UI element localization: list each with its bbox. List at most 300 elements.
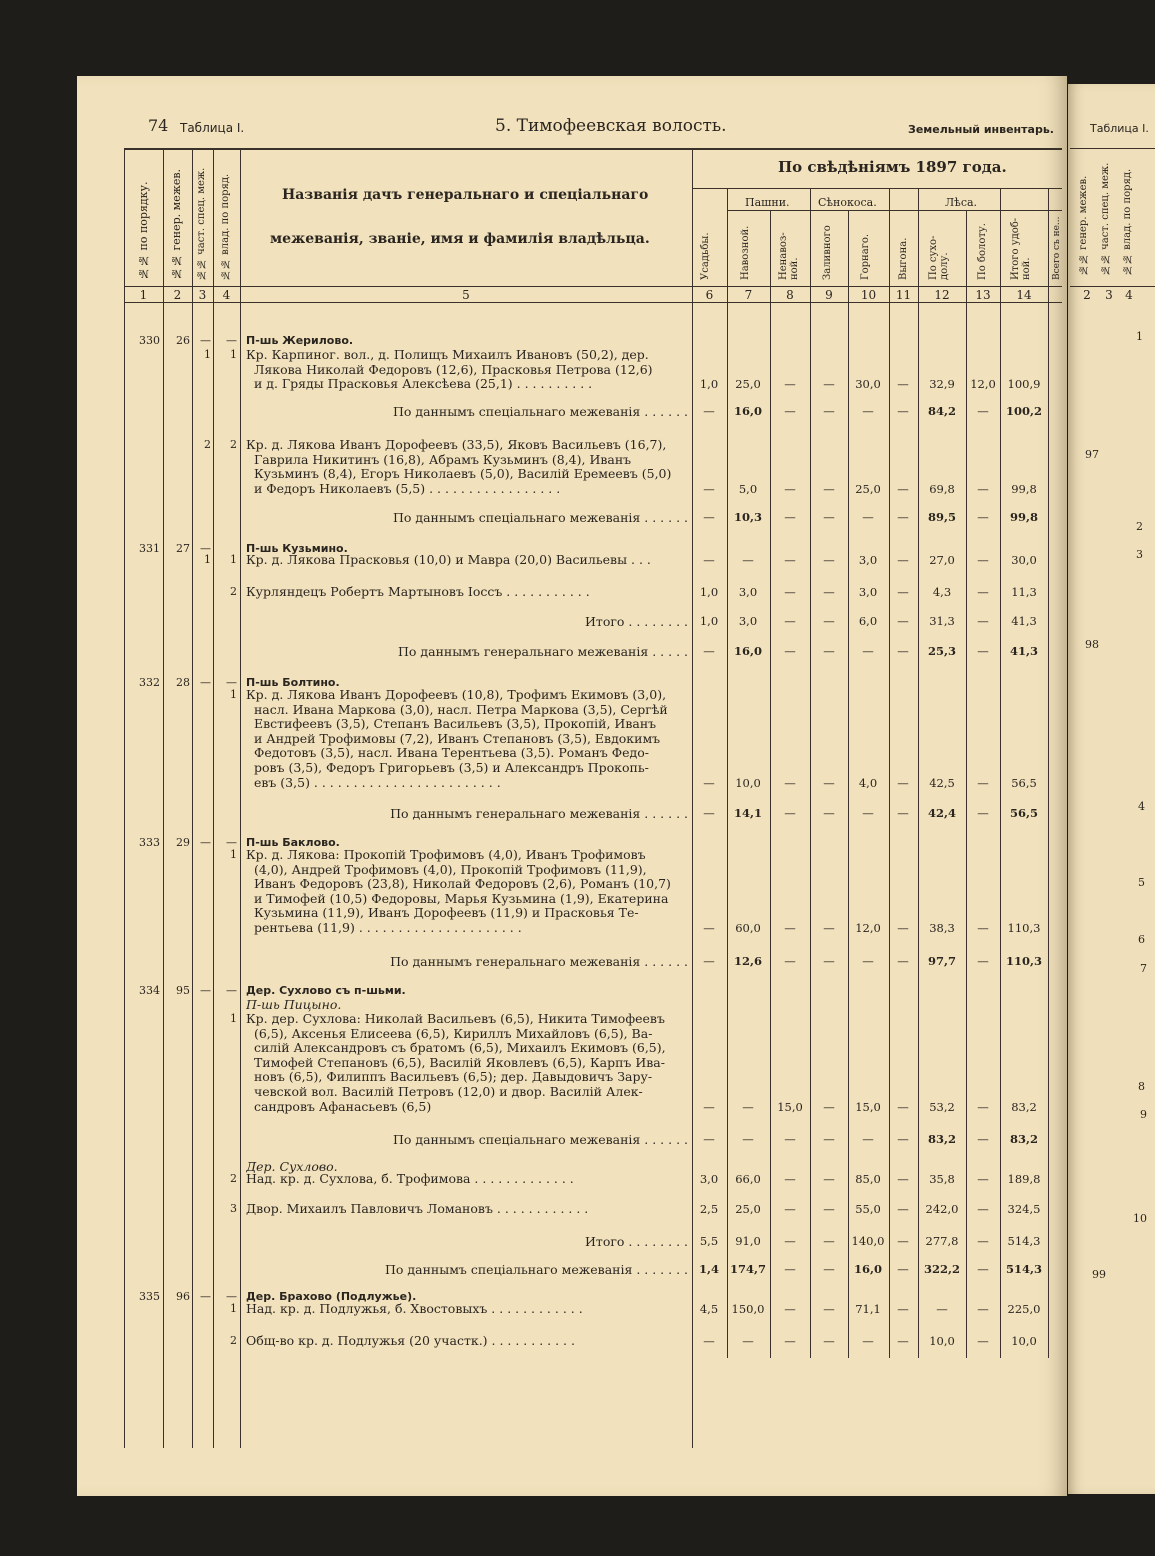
next-col-header-3: №№ част. спец. меж.	[1100, 162, 1111, 275]
value-cell: 10,0	[929, 1334, 955, 1348]
value-cell: —	[897, 644, 909, 658]
value-cell: —	[862, 1132, 874, 1146]
value-cell: 27,0	[929, 553, 955, 567]
value-cell: 69,8	[929, 481, 955, 496]
value-cell: 32,9	[929, 377, 955, 392]
owner-description: Курляндецъ Робертъ Мартыновъ Іоссъ . . . . . . . . . . .	[246, 585, 590, 599]
value-cell: —	[977, 1302, 989, 1316]
next-col-number: 2	[1083, 288, 1091, 302]
summary-label: По даннымъ генеральнаго межеванія . . . . . .	[390, 954, 688, 969]
value-cell: —	[897, 553, 909, 567]
summary-label: Итого . . . . . . . .	[585, 614, 688, 629]
value-cell: 91,0	[735, 1234, 761, 1248]
spec-no: —	[200, 542, 211, 555]
summary-label: По даннымъ спеціальнаго межеванія . . . . . .	[392, 1132, 688, 1147]
value-cell: 12,0	[855, 921, 881, 935]
next-fragment: 3	[1136, 548, 1143, 561]
value-cell: —	[977, 614, 989, 628]
col-line	[240, 148, 241, 1448]
value-cell: —	[784, 806, 796, 820]
value-cell: —	[897, 1334, 909, 1348]
value-cell: 41,3	[1009, 644, 1038, 658]
col-header-5-line1: Названія дачъ генеральнаго и спеціальнаго	[282, 187, 649, 203]
value-cell: —	[703, 1099, 715, 1114]
spec-no: —	[200, 984, 211, 997]
value-cell: 25,0	[735, 1202, 761, 1216]
value-cell: 25,0	[855, 481, 881, 496]
col-number: 3	[198, 288, 207, 302]
value-cell: —	[977, 1262, 989, 1276]
gen-no: 28	[176, 676, 190, 689]
value-cell: 71,1	[855, 1302, 881, 1316]
summary-label: По даннымъ спеціальнаго межеванія . . . . . .	[392, 404, 688, 419]
value-cell: —	[703, 1132, 715, 1146]
value-cell: —	[897, 775, 909, 790]
owner-no: 2	[230, 1172, 237, 1185]
value-cell: —	[784, 510, 796, 524]
value-cell: —	[977, 1172, 989, 1186]
value-cell: —	[742, 1334, 754, 1348]
gen-no: 27	[176, 542, 190, 555]
value-cell: 514,3	[1005, 1262, 1042, 1276]
col-header-13: По болоту.	[977, 223, 988, 280]
spec-no: 1	[204, 348, 211, 361]
value-cell: 11,3	[1011, 585, 1037, 599]
value-cell: —	[703, 644, 715, 658]
value-cell: —	[784, 1262, 796, 1276]
value-cell: 322,2	[923, 1262, 960, 1276]
owner-description: Кр. д. Лякова Прасковья (10,0) и Мавра (20,0) Васильевы . . .	[246, 553, 651, 567]
row-no: 335	[139, 1290, 160, 1303]
value-cell: 84,2	[927, 404, 956, 418]
value-cell: —	[823, 806, 835, 820]
value-cell: 83,2	[927, 1132, 956, 1146]
owner-no: 1	[230, 1012, 237, 1025]
value-cell: —	[977, 775, 989, 790]
value-cell: 110,3	[1005, 954, 1042, 968]
value-cell: —	[897, 921, 909, 935]
value-cell: —	[897, 954, 909, 968]
value-cell: —	[823, 644, 835, 658]
value-cell: —	[897, 404, 909, 418]
spec-no: 2	[204, 438, 211, 451]
table-label: Таблица I.	[180, 121, 245, 135]
owner-no: —	[226, 1290, 237, 1303]
col-header-10: Горнаго.	[860, 233, 871, 280]
owner-no: —	[226, 984, 237, 997]
value-cell: 1,0	[699, 585, 719, 599]
value-cell: —	[703, 553, 715, 567]
value-cell: —	[977, 481, 989, 496]
value-cell: 83,2	[1009, 1132, 1038, 1146]
value-cell: —	[977, 644, 989, 658]
value-cell: 15,0	[777, 1099, 803, 1114]
value-cell: 89,5	[927, 510, 956, 524]
row-no: 334	[139, 984, 160, 997]
next-fragment: 4	[1138, 800, 1145, 813]
owner-no: —	[226, 836, 237, 849]
value-cell: 16,0	[733, 644, 762, 658]
next-fragment: 9	[1140, 1108, 1147, 1121]
value-cell: 3,0	[699, 1172, 719, 1186]
spec-no: —	[200, 1290, 211, 1303]
value-cell: —	[784, 614, 796, 628]
owner-description: Двор. Михаилъ Павловичъ Ломановъ . . . . . . . . . . . .	[246, 1202, 589, 1216]
next-fragment: 8	[1138, 1080, 1145, 1093]
next-page-rule	[1070, 148, 1155, 149]
value-cell: 174,7	[729, 1262, 766, 1276]
owner-description: Кр. д. Лякова: Прокопій Трофимовъ (4,0), Иванъ Трофимовъ (4,0), Андрей Трофимовъ (4,0), Прокопій Трофимовъ (11,9), Иванъ Федоровъ (23,8), Николай Федоровъ (2,6), Романъ (10,7) и Тимофей (10,5) Федоровы, Марья Кузьмина (1,9), Екатерина Кузьмина (11,9), Иванъ Дорофеевъ (11,9) и Прасковья Те- рентьева (11,9) . . . . . . . . . . . . . . . . . . . . .	[246, 848, 671, 935]
value-cell: 83,2	[1011, 1099, 1037, 1114]
value-cell: 4,3	[932, 585, 952, 599]
value-cell: —	[823, 553, 835, 567]
value-cell: 99,8	[1011, 481, 1037, 496]
value-cell: 42,5	[929, 775, 955, 790]
col-header-7: Навозной.	[740, 225, 751, 280]
col-header-15: Всего съ не...	[1052, 216, 1062, 280]
value-cell: 25,0	[735, 377, 761, 392]
owner-no: 2	[230, 585, 237, 598]
value-cell: 1,4	[698, 1262, 719, 1276]
next-col-number: 4	[1125, 288, 1133, 302]
value-cell: —	[703, 775, 715, 790]
value-cell: —	[703, 481, 715, 496]
value-cell: 10,3	[733, 510, 762, 524]
summary-label: Итого . . . . . . . .	[585, 1234, 688, 1249]
col-header-1: №№ по порядку.	[137, 181, 150, 280]
group-pashni: Пашни.	[745, 196, 790, 209]
value-cell: 324,5	[1007, 1202, 1041, 1216]
value-cell: —	[784, 1132, 796, 1146]
col-number: 7	[744, 288, 753, 302]
value-cell: —	[897, 377, 909, 392]
group-lesa: Лѣса.	[945, 196, 978, 209]
value-cell: 38,3	[929, 921, 955, 935]
next-fragment: 98	[1085, 638, 1099, 651]
summary-label: По даннымъ генеральнаго межеванія . . . . . .	[390, 806, 688, 821]
subgroup-rule	[727, 210, 1062, 211]
col-number: 9	[825, 288, 833, 302]
gen-no: 96	[176, 1290, 190, 1303]
value-cell: 277,8	[925, 1234, 959, 1248]
value-cell: 150,0	[731, 1302, 765, 1316]
value-cell: —	[823, 1262, 835, 1276]
value-cell: —	[703, 921, 715, 935]
next-fragment: 99	[1092, 1268, 1106, 1281]
value-cell: —	[897, 1234, 909, 1248]
value-cell: —	[784, 481, 796, 496]
value-cell: —	[823, 1172, 835, 1186]
col-header-4: №№ влад. по поряд.	[220, 173, 231, 280]
value-cell: 10,0	[735, 775, 761, 790]
gen-no: 29	[176, 836, 190, 849]
owner-description: П-шь Пицыно.	[246, 998, 342, 1012]
next-fragment: 7	[1140, 962, 1147, 975]
col-number: 14	[1016, 288, 1032, 302]
value-cell: 53,2	[929, 1099, 955, 1114]
value-cell: 3,0	[738, 585, 758, 599]
value-cell: —	[784, 775, 796, 790]
value-cell: —	[823, 585, 835, 599]
value-cell: —	[862, 1334, 874, 1348]
value-cell: —	[862, 954, 874, 968]
value-cell: —	[784, 1234, 796, 1248]
value-cell: 3,0	[858, 553, 878, 567]
value-cell: —	[897, 1172, 909, 1186]
value-cell: —	[897, 614, 909, 628]
numbers-bottom-rule	[124, 302, 1062, 303]
estate-title: П-шь Кузьмино.	[246, 542, 348, 555]
owner-description: Общ-во кр. д. Подлужья (20 участк.) . . . . . . . . . . .	[246, 1334, 575, 1348]
value-cell: —	[823, 921, 835, 935]
value-cell: —	[977, 1234, 989, 1248]
estate-title: Дер. Сухлово съ п-шьми.	[246, 984, 406, 997]
value-cell: —	[823, 404, 835, 418]
value-cell: —	[977, 1334, 989, 1348]
value-cell: 25,3	[927, 644, 956, 658]
owner-description: Кр. Карпиног. вол., д. Полищъ Михаилъ Ивановъ (50,2), дер. Лякова Николай Федоровъ (12,6), Прасковья Петрова (12,6) и д. Гряды Прасковья Алексѣева (25,1) . . . . . . . . . .	[246, 348, 653, 392]
value-cell: —	[703, 1334, 715, 1348]
next-col-header-2: №№ генер. межев.	[1078, 175, 1089, 275]
summary-label: По даннымъ генеральнаго межеванія . . . . .	[398, 644, 688, 659]
col-header-6: Усадьбы.	[700, 232, 711, 280]
next-fragment: 1	[1136, 330, 1143, 343]
value-cell: 100,9	[1007, 377, 1041, 392]
value-cell: 5,0	[738, 481, 758, 496]
value-cell: 15,0	[855, 1099, 881, 1114]
value-cell: —	[977, 1132, 989, 1146]
row-no: 330	[139, 334, 160, 347]
col-header-8: Ненавоз-ной.	[778, 232, 800, 280]
col-header-12: По сухо-долу.	[928, 235, 950, 280]
estate-title: П-шь Баклово.	[246, 836, 340, 849]
value-cell: 99,8	[1009, 510, 1038, 524]
header-bottom-rule	[124, 286, 1062, 287]
value-cell: 140,0	[851, 1234, 885, 1248]
next-fragment: 5	[1138, 876, 1145, 889]
value-cell: —	[742, 553, 754, 567]
value-cell: —	[742, 1132, 754, 1146]
group-title: По свѣдѣніямъ 1897 года.	[778, 158, 1007, 176]
col-header-2: №№ генер. межев.	[170, 168, 183, 280]
col-line	[1048, 188, 1049, 1358]
next-fragment: 2	[1136, 520, 1143, 533]
col-number: 1	[139, 288, 148, 302]
value-cell: —	[784, 1202, 796, 1216]
owner-no: 2	[230, 1334, 237, 1347]
col-number: 10	[860, 288, 877, 302]
value-cell: 85,0	[855, 1172, 881, 1186]
value-cell: —	[823, 377, 835, 392]
value-cell: —	[784, 404, 796, 418]
col-header-9: Заливного	[822, 225, 833, 280]
owner-description: Кр. д. Лякова Иванъ Дорофеевъ (10,8), Трофимъ Екимовъ (3,0), насл. Ивана Маркова (3,0), насл. Петра Маркова (3,5), Сергѣй Евстифеевъ (3,5), Степанъ Васильевъ (3,5), Прокопій, Иванъ и Андрей Трофимовы (7,2), Иванъ Степановъ (3,5), Евдокимъ Федотовъ (3,5), насл. Ивана Терентьева (3,5). Романъ Федо- ровъ (3,5), Федоръ Григорьевъ (3,5) и Александръ Прокопь- евъ (3,5) . . . . . . . . . . . . . . . . . . . . . . . .	[246, 688, 668, 790]
col-number: 2	[173, 288, 182, 302]
value-cell: 5,5	[699, 1234, 719, 1248]
value-cell: —	[897, 1132, 909, 1146]
value-cell: —	[784, 644, 796, 658]
value-cell: —	[862, 644, 874, 658]
value-cell: —	[823, 1334, 835, 1348]
owner-no: 1	[230, 688, 237, 701]
col-header-3: №№ част. спец. меж.	[196, 167, 207, 280]
value-cell: —	[823, 1302, 835, 1316]
value-cell: 16,0	[853, 1262, 882, 1276]
value-cell: 189,8	[1007, 1172, 1041, 1186]
next-fragment: 10	[1133, 1212, 1147, 1225]
value-cell: 110,3	[1007, 921, 1041, 935]
value-cell: —	[897, 1202, 909, 1216]
owner-no: 1	[230, 553, 237, 566]
value-cell: 12,6	[733, 954, 762, 968]
col-header-5-line2: межеванія, званіе, имя и фамилія владѣльца.	[270, 231, 650, 247]
value-cell: 14,1	[733, 806, 762, 820]
spec-no: —	[200, 836, 211, 849]
value-cell: 41,3	[1011, 614, 1037, 628]
page-number: 74	[148, 116, 169, 135]
value-cell: 42,4	[927, 806, 956, 820]
row-no: 332	[139, 676, 160, 689]
col-number: 8	[786, 288, 794, 302]
owner-no: 1	[230, 1302, 237, 1315]
spec-no: —	[200, 676, 211, 689]
value-cell: 66,0	[735, 1172, 761, 1186]
value-cell: —	[784, 553, 796, 567]
gen-no: 95	[176, 984, 190, 997]
value-cell: —	[703, 404, 715, 418]
value-cell: 55,0	[855, 1202, 881, 1216]
value-cell: —	[703, 510, 715, 524]
value-cell: —	[897, 510, 909, 524]
value-cell: —	[784, 1302, 796, 1316]
owner-no: 2	[230, 438, 237, 451]
col-number: 13	[975, 288, 991, 302]
value-cell: 30,0	[855, 377, 881, 392]
spec-no: —	[200, 334, 211, 347]
value-cell: —	[977, 404, 989, 418]
value-cell: 60,0	[735, 921, 761, 935]
owner-no: —	[226, 676, 237, 689]
value-cell: —	[977, 510, 989, 524]
row-no: 331	[139, 542, 160, 555]
value-cell: —	[742, 1099, 754, 1114]
value-cell: —	[703, 954, 715, 968]
spec-no: 1	[204, 553, 211, 566]
owner-description: Кр. д. Лякова Иванъ Дорофеевъ (33,5), Яковъ Васильевъ (16,7), Гаврила Никитинъ (16,8), Абрамъ Кузьминъ (8,4), Иванъ Кузьминъ (8,4), Егоръ Николаевъ (5,0), Василій Еремеевъ (5,0) и Федоръ Николаевъ (5,5) . . . . . . . . . . . . . . . . .	[246, 438, 672, 496]
value-cell: 6,0	[858, 614, 878, 628]
value-cell: —	[784, 954, 796, 968]
next-page-table-label: Таблица I.	[1090, 122, 1149, 135]
col-number: 5	[462, 288, 470, 302]
owner-no: 1	[230, 848, 237, 861]
value-cell: —	[823, 775, 835, 790]
value-cell: —	[823, 614, 835, 628]
value-cell: —	[897, 585, 909, 599]
value-cell: 10,0	[1011, 1334, 1037, 1348]
value-cell: —	[977, 553, 989, 567]
next-fragment: 6	[1138, 933, 1145, 946]
owner-description: Кр. дер. Сухлова: Николай Васильевъ (6,5), Никита Тимофеевъ (6,5), Аксенья Елисеева (6,5), Кириллъ Михайловъ (6,5), Ва- силій Александровъ съ братомъ (6,5), Михаилъ Екимовъ (6,5), Тимофей Степановъ (6,5), Василій Яковлевъ (6,5), Карпъ Ива- новъ (6,5), Филиппъ Васильевъ (6,5); дер. Давыдовичъ Зару- чевской вол. Василій Петровъ (12,0) и двор. Василій Алек- сандровъ Афанасьевъ (6,5)	[246, 1012, 666, 1114]
value-cell: —	[897, 1262, 909, 1276]
value-cell: —	[823, 1099, 835, 1114]
value-cell: 35,8	[929, 1172, 955, 1186]
value-cell: 56,5	[1009, 806, 1038, 820]
value-cell: —	[823, 1202, 835, 1216]
value-cell: —	[977, 921, 989, 935]
value-cell: —	[977, 954, 989, 968]
group-senokosa: Сѣнокоса.	[818, 196, 877, 209]
value-cell: 1,0	[699, 614, 719, 628]
owner-description: Над. кр. д. Сухлова, б. Трофимова . . . . . . . . . . . . .	[246, 1172, 574, 1186]
owner-description: Над. кр. д. Подлужья, б. Хвостовыхъ . . . . . . . . . . . .	[246, 1302, 583, 1316]
value-cell: 514,3	[1007, 1234, 1041, 1248]
value-cell: —	[862, 404, 874, 418]
value-cell: —	[977, 1099, 989, 1114]
value-cell: 97,7	[927, 954, 956, 968]
estate-title: П-шь Болтино.	[246, 676, 340, 689]
col-header-11: Выгона.	[898, 237, 909, 280]
value-cell: —	[897, 1099, 909, 1114]
value-cell: —	[823, 481, 835, 496]
value-cell: —	[823, 1132, 835, 1146]
value-cell: —	[977, 806, 989, 820]
next-col-header-4: №№ влад. по поряд.	[1122, 168, 1133, 275]
value-cell: 242,0	[925, 1202, 959, 1216]
summary-label: По даннымъ спеціальнаго межеванія . . . . . . .	[385, 1262, 688, 1277]
value-cell: 30,0	[1011, 553, 1037, 567]
estate-title: П-шь Жерилово.	[246, 334, 354, 347]
value-cell: 3,0	[738, 614, 758, 628]
value-cell: 3,0	[858, 585, 878, 599]
owner-no: 1	[230, 348, 237, 361]
value-cell: 56,5	[1011, 775, 1037, 790]
value-cell: —	[862, 510, 874, 524]
gen-no: 26	[176, 334, 190, 347]
value-cell: —	[897, 806, 909, 820]
value-cell: —	[784, 921, 796, 935]
owner-no: 3	[230, 1202, 237, 1215]
value-cell: 225,0	[1007, 1302, 1041, 1316]
section-title: Земельный инвентарь.	[908, 123, 1054, 136]
value-cell: —	[784, 1334, 796, 1348]
value-cell: —	[703, 806, 715, 820]
value-cell: 4,5	[699, 1302, 719, 1316]
value-cell: 100,2	[1005, 404, 1042, 418]
col-number: 6	[705, 288, 714, 302]
value-cell: —	[897, 1302, 909, 1316]
estate-title: Дер. Брахово (Подлужье).	[246, 1290, 417, 1303]
next-fragment: 97	[1085, 448, 1099, 461]
value-cell: 12,0	[970, 377, 996, 392]
value-cell: —	[936, 1302, 948, 1316]
value-cell: —	[897, 481, 909, 496]
summary-label: По даннымъ спеціальнаго межеванія . . . . . .	[392, 510, 688, 525]
table-top-rule	[124, 148, 1062, 150]
value-cell: —	[784, 377, 796, 392]
col-header-14: Итого удоб-ной.	[1010, 217, 1032, 280]
value-cell: —	[862, 806, 874, 820]
row-no: 333	[139, 836, 160, 849]
col-number: 12	[934, 288, 950, 302]
value-cell: 1,0	[699, 377, 719, 392]
value-cell: 4,0	[858, 775, 878, 790]
value-cell: —	[977, 585, 989, 599]
page-title: 5. Тимофеевская волость.	[495, 116, 727, 136]
owner-no: —	[226, 334, 237, 347]
value-cell: —	[823, 1234, 835, 1248]
col-number: 11	[895, 288, 912, 302]
value-cell: —	[977, 1202, 989, 1216]
